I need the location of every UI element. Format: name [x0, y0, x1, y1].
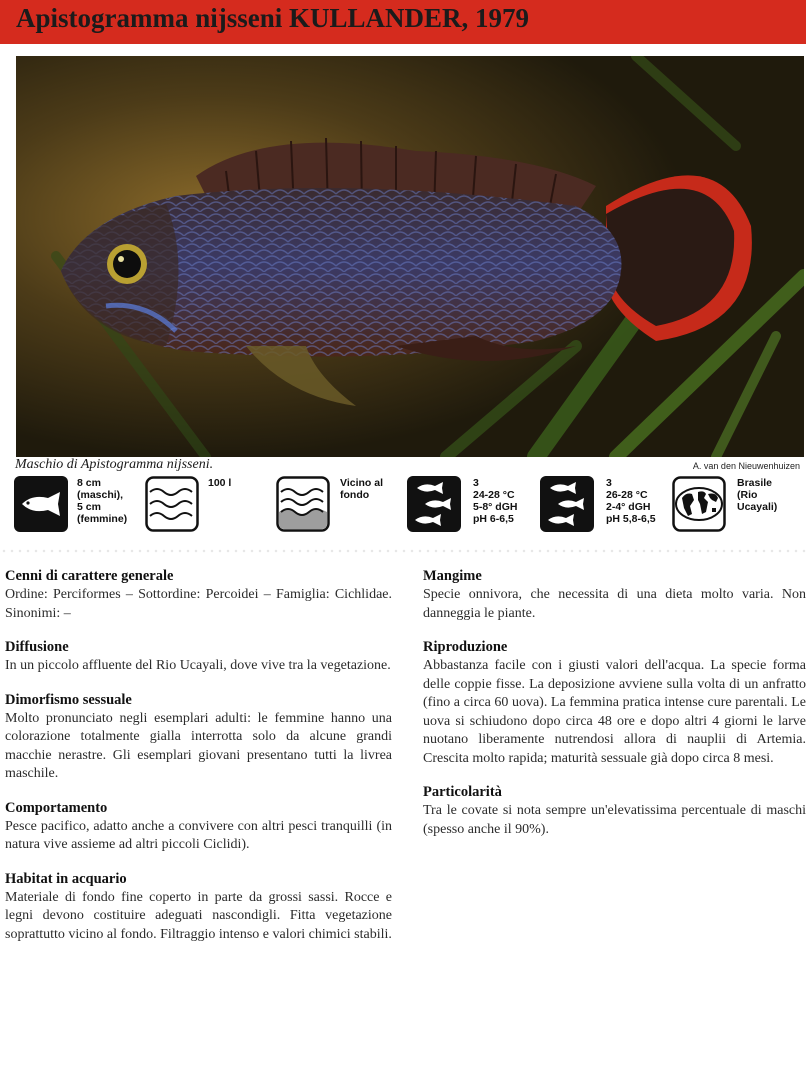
aquarium-volume-icon [145, 476, 199, 532]
photo-credit: A. van den Nieuwenhuizen [692, 461, 800, 471]
section-heading: Dimorfismo sessuale [5, 691, 132, 708]
left-column [5, 567, 392, 959]
water-line: pH 6-6,5 [473, 513, 514, 525]
fish-illustration [16, 56, 804, 457]
swimming-zone-icon [276, 476, 330, 532]
world-map-icon [672, 476, 726, 532]
section-text: Materiale di fondo fine coperto in parte da grossi sassi. Rocce e legni devono costituire adeguati nascondigli. Fitta vegetazione soprattutto vicino al fondo. Filtraggio intenso e valori chimici stabili. [5, 889, 392, 942]
right-column [423, 567, 806, 854]
dotted-divider [0, 548, 806, 554]
fish-photo [16, 56, 804, 457]
section-behavior [5, 799, 392, 855]
volume-info [208, 477, 231, 489]
water-line: 3 [473, 477, 479, 489]
zone-info [340, 477, 383, 501]
size-line: 5 cm [77, 501, 101, 513]
water-line: 26-28 °C [606, 489, 648, 501]
water-line: 24-28 °C [473, 489, 515, 501]
section-food [423, 567, 806, 623]
origin-line: Brasile [737, 477, 773, 489]
section-distribution [5, 638, 392, 676]
photo-caption: Maschio di Apistogramma nijsseni. [15, 457, 214, 472]
volume-line: 100 l [208, 477, 232, 489]
size-line: (maschi), [77, 489, 124, 501]
section-heading: Comportamento [5, 799, 108, 816]
zone-line: fondo [340, 489, 370, 501]
size-info [77, 477, 127, 525]
section-text: In un piccolo affluente del Rio Ucayali, dove vive tra la vegetazione. [5, 658, 391, 673]
section-general [5, 567, 392, 623]
section-text: Specie onnivora, che necessita di una dieta molto varia. Non danneggia le piante. [423, 587, 806, 621]
section-text: Abbastanza facile con i giusti valori dell'acqua. La specie forma delle coppie fisse. La deposizione avviene sulla volta di un anfratto (fino a circa 60 uova). La femmina pratica intense cure parentali. Le uova si schiudono dopo circa 48 ore e dopo altri 4 giorni le larve nuotano liberamente nutrendosi allora di nauplii di Artemia. Crescita molto rapida; maturità sessuale già dopo circa 8 mesi. [423, 658, 806, 766]
title-bar [0, 0, 806, 44]
water-line: 2-4° dGH [606, 501, 651, 513]
water-line: 5-8° dGH [473, 501, 518, 513]
section-dimorphism [5, 691, 392, 784]
fish-group-icon [540, 476, 594, 532]
water-info-2 [606, 477, 656, 525]
water-line: pH 5,8-6,5 [606, 513, 656, 525]
section-heading: Habitat in acquario [5, 870, 127, 887]
section-heading: Diffusione [5, 639, 69, 655]
zone-line: Vicino al [340, 477, 383, 489]
section-habitat [5, 870, 392, 945]
section-heading: Particolarità [423, 784, 502, 800]
section-breeding [423, 638, 806, 768]
section-text: Molto pronunciato negli esemplari adulti: le femmine hanno una colorazione totalmente gialla interrotta solo da alcune grandi macchie nerastre. Gli esemplari giovani presentano tutti la livrea maschile. [5, 710, 392, 781]
origin-line: (Rio [737, 489, 758, 501]
species-title: Apistogramma nijsseni KULLANDER, 1979 [16, 3, 530, 33]
section-text: Tra le covate si nota sempre un'elevatissima percentuale di maschi (spesso anche il 90%). [423, 803, 806, 837]
section-heading: Cenni di carattere generale [5, 568, 174, 584]
size-line: 8 cm [77, 477, 101, 489]
section-text: Ordine: Perciformes – Sottordine: Percoidei – Famiglia: Cichlidae. Sinonimi: – [5, 587, 392, 621]
fish-group-icon [407, 476, 461, 532]
origin-info [737, 477, 777, 513]
section-heading: Riproduzione [423, 639, 508, 655]
water-info-1 [473, 477, 517, 525]
origin-line: Ucayali) [737, 501, 778, 513]
size-line: (femmine) [77, 513, 128, 525]
section-text: Pesce pacifico, adatto anche a convivere con altri pesci tranquilli (in natura vive assieme ad altri piccoli Ciclidi). [5, 818, 392, 852]
section-particulars [423, 783, 806, 839]
water-line: 3 [606, 477, 612, 489]
fish-size-icon [14, 476, 68, 532]
section-heading: Mangime [423, 568, 482, 584]
